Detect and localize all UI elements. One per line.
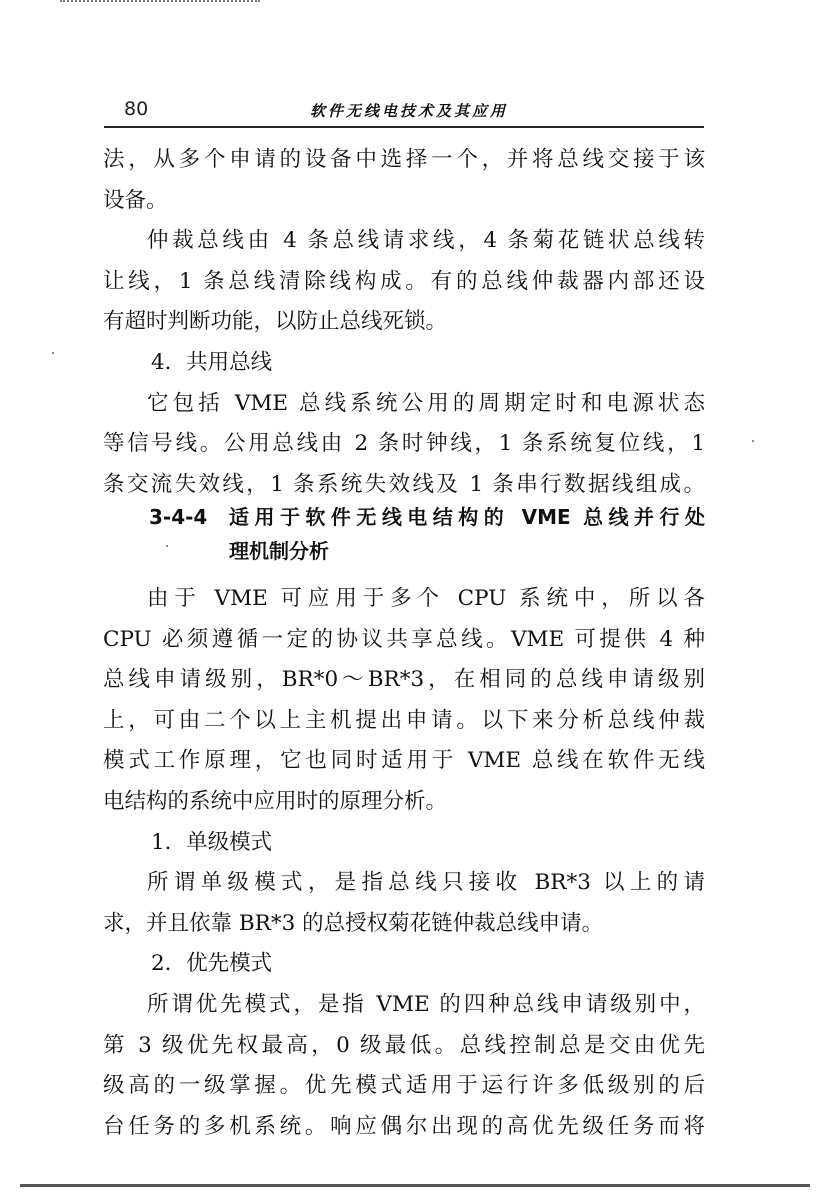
text-line: 求，并且依靠 BR*3 的总授权菊花链仲裁总线申请。 <box>103 910 604 936</box>
section-title-line-2: 理机制分析 <box>229 539 329 563</box>
text-line: 法，从多个申请的设备中选择一个，并将总线交接于该 <box>103 147 705 172</box>
text-line: 让线，1 条总线清除线构成。有的总线仲裁器内部还设 <box>103 268 705 294</box>
text-line: 等信号线。公用总线由 2 条时钟线，1 条系统复位线，1 <box>103 431 705 457</box>
scan-speck <box>166 545 168 547</box>
subheading-line: 2．优先模式 <box>151 951 273 977</box>
text-line: 仲裁总线由 4 条总线请求线，4 条菊花链状总线转 <box>147 228 705 254</box>
header-rule <box>104 126 704 128</box>
text-line: 总线申请级别，BR*0～BR*3，在相同的总线申请级别 <box>103 667 705 693</box>
subheading-line: 4．共用总线 <box>151 349 273 375</box>
scan-speck <box>752 440 754 442</box>
section-title-line-1: 适用于软件无线电结构的 VME 总线并行处 <box>229 505 705 529</box>
text-line: 设备。 <box>103 187 168 213</box>
text-line: 台任务的多机系统。响应偶尔出现的高优先级任务而将 <box>103 1113 705 1139</box>
body-text-bottom <box>103 579 705 1147</box>
text-line: 有超时判断功能，以防止总线死锁。 <box>103 309 448 335</box>
text-line: 由于 VME 可应用于多个 CPU 系统中，所以各 <box>147 586 705 611</box>
text-line: 所谓优先模式，是指 VME 的四种总线申请级别中， <box>147 991 705 1017</box>
scan-speck <box>52 352 54 354</box>
text-line: 所谓单级模式，是指总线只接收 BR*3 以上的请 <box>147 870 705 896</box>
text-line: 级高的一级掌握。优先模式适用于运行许多低级别的后 <box>103 1073 705 1099</box>
scan-edge-bottom <box>20 1184 810 1187</box>
text-line: 它包括 VME 总线系统公用的周期定时和电源状态 <box>147 390 705 416</box>
scan-artifact-top <box>60 0 260 6</box>
body-text-top <box>103 140 705 505</box>
text-line: 上，可由二个以上主机提出申请。以下来分析总线仲裁 <box>103 707 705 733</box>
section-number: 3-4-4 <box>149 505 208 529</box>
text-line: CPU 必须遵循一定的协议共享总线。VME 可提供 4 种 <box>103 626 705 652</box>
text-line: 第 3 级优先权最高，0 级最低。总线控制总是交由优先 <box>103 1032 705 1058</box>
text-line: 条交流失效线，1 条系统失效线及 1 条串行数据线组成。 <box>103 471 705 497</box>
text-line: 电结构的系统中应用时的原理分析。 <box>103 788 448 814</box>
page-number: 80 <box>124 98 149 120</box>
page-header <box>104 96 704 130</box>
running-title: 软件无线电技术及其应用 <box>309 102 508 120</box>
text-line: 模式工作原理，它也同时适用于 VME 总线在软件无线 <box>103 748 705 774</box>
subheading-line: 1．单级模式 <box>151 829 273 855</box>
